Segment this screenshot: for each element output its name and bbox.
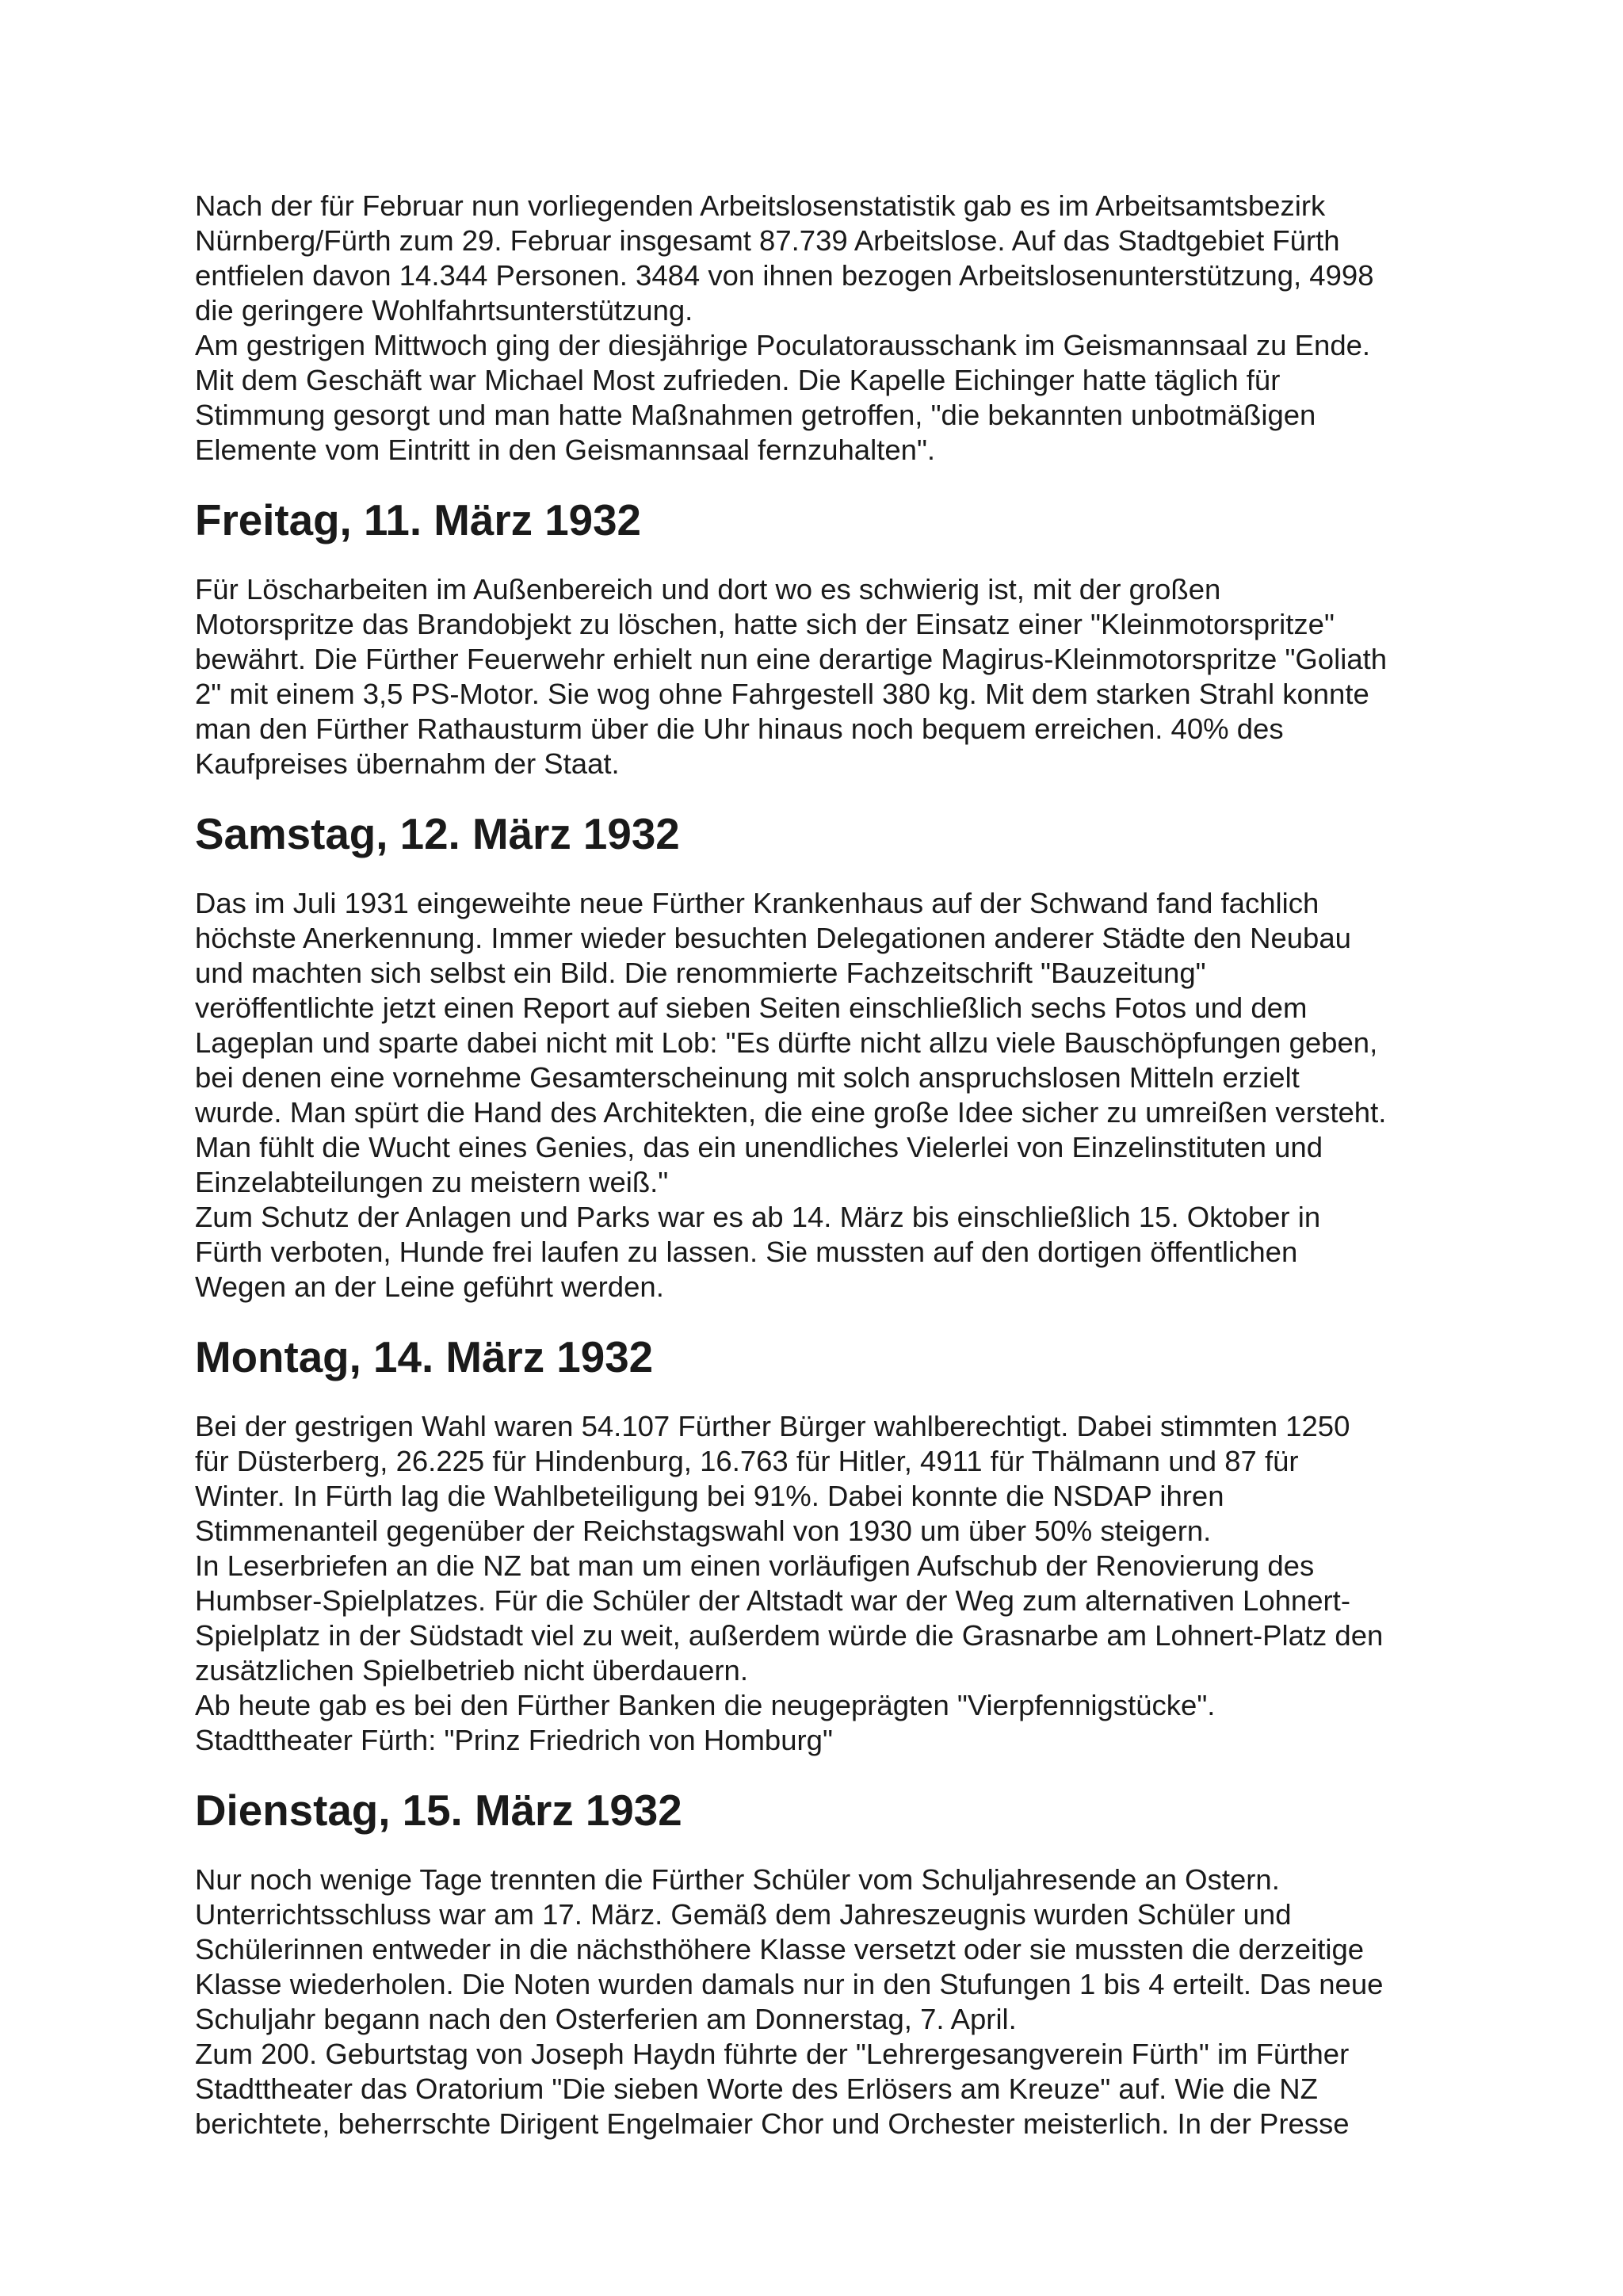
text-line: Schülerinnen entweder in die nächsthöhere Klasse versetzt oder sie mussten die derzeitige — [195, 1933, 1365, 1966]
text-line: Fürth verboten, Hunde frei laufen zu lassen. Sie mussten auf den dortigen öffentlichen — [195, 1236, 1298, 1268]
text-line: wurde. Man spürt die Hand des Architekten, die eine große Idee sicher zu umreißen versteht. — [195, 1096, 1387, 1129]
text-line: 2" mit einem 3,5 PS-Motor. Sie wog ohne Fahrgestell 380 kg. Mit dem starken Strahl konnte — [195, 678, 1369, 710]
text-line: Zum Schutz der Anlagen und Parks war es ab 14. März bis einschließlich 15. Oktober in — [195, 1201, 1321, 1233]
text-line: Für Löscharbeiten im Außenbereich und dort wo es schwierig ist, mit der großen — [195, 573, 1221, 606]
section-paragraph-saturday — [195, 886, 1431, 1305]
text-line: Man fühlt die Wucht eines Genies, das ein unendliches Vielerlei von Einzelinstituten und — [195, 1131, 1323, 1163]
text-line: Lageplan und sparte dabei nicht mit Lob: "Es dürfte nicht allzu viele Bauschöpfungen geben, — [195, 1026, 1378, 1059]
text-line: Stimmung gesorgt und man hatte Maßnahmen getroffen, "die bekannten unbotmäßigen — [195, 399, 1316, 431]
section-heading-tuesday: Dienstag, 15. März 1932 — [195, 1786, 682, 1835]
text-line: Mit dem Geschäft war Michael Most zufrieden. Die Kapelle Eichinger hatte täglich für — [195, 364, 1281, 396]
text-line: die geringere Wohlfahrtsunterstützung. — [195, 294, 693, 327]
section-heading-saturday: Samstag, 12. März 1932 — [195, 809, 680, 858]
text-line: Unterrichtsschluss war am 17. März. Gemäß dem Jahreszeugnis wurden Schüler und — [195, 1898, 1292, 1931]
text-line: Bei der gestrigen Wahl waren 54.107 Fürther Bürger wahlberechtigt. Dabei stimmten 1250 — [195, 1410, 1350, 1442]
text-line: Winter. In Fürth lag die Wahlbeteiligung bei 91%. Dabei konnte die NSDAP ihren — [195, 1480, 1224, 1512]
text-line: Zum 200. Geburtstag von Joseph Haydn führte der "Lehrergesangverein Fürth" im Fürther — [195, 2038, 1350, 2070]
text-line: bewährt. Die Fürther Feuerwehr erhielt nun eine derartige Magirus-Kleinmotorspritze "Goliath — [195, 643, 1388, 675]
text-line: Motorspritze das Brandobjekt zu löschen, hatte sich der Einsatz einer "Kleinmotorspritze" — [195, 608, 1335, 640]
text-line: berichtete, beherrschte Dirigent Engelmaier Chor und Orchester meisterlich. In der Presse — [195, 2107, 1350, 2140]
text-line: Schuljahr begann nach den Osterferien am Donnerstag, 7. April. — [195, 2003, 1017, 2035]
document-page — [195, 189, 1431, 2141]
text-line: Kaufpreises übernahm der Staat. — [195, 747, 620, 780]
section-heading-friday: Freitag, 11. März 1932 — [195, 495, 642, 544]
text-line: Das im Juli 1931 eingeweihte neue Fürther Krankenhaus auf der Schwand fand fachlich — [195, 887, 1319, 919]
intro-paragraph — [195, 189, 1431, 468]
text-line: Stadttheater das Oratorium "Die sieben Worte des Erlösers am Kreuze" auf. Wie die NZ — [195, 2073, 1318, 2105]
text-line: Ab heute gab es bei den Fürther Banken die neugeprägten "Vierpfennigstücke". — [195, 1689, 1216, 1721]
text-line: veröffentlichte jetzt einen Report auf sieben Seiten einschließlich sechs Fotos und dem — [195, 991, 1308, 1024]
text-line: zusätzlichen Spielbetrieb nicht überdauern. — [195, 1654, 748, 1687]
text-line: Am gestrigen Mittwoch ging der diesjährige Poculatorausschank im Geismannsaal zu Ende. — [195, 329, 1371, 361]
text-line: Wegen an der Leine geführt werden. — [195, 1270, 664, 1303]
text-line: Einzelabteilungen zu meistern weiß." — [195, 1166, 669, 1198]
text-line: höchste Anerkennung. Immer wieder besuchten Delegationen anderer Städte den Neubau — [195, 922, 1351, 954]
section-heading-monday: Montag, 14. März 1932 — [195, 1332, 654, 1381]
text-line: und machten sich selbst ein Bild. Die renommierte Fachzeitschrift "Bauzeitung" — [195, 957, 1206, 989]
text-line: Elemente vom Eintritt in den Geismannsaal fernzuhalten". — [195, 434, 936, 466]
text-line: Klasse wiederholen. Die Noten wurden damals nur in den Stufungen 1 bis 4 erteilt. Das neue — [195, 1968, 1384, 2000]
section-paragraph-monday — [195, 1409, 1431, 1758]
text-line: In Leserbriefen an die NZ bat man um einen vorläufigen Aufschub der Renovierung des — [195, 1549, 1315, 1582]
section-paragraph-friday — [195, 572, 1431, 781]
text-line: für Düsterberg, 26.225 für Hindenburg, 16.763 für Hitler, 4911 für Thälmann und 87 für — [195, 1445, 1299, 1477]
text-line: Spielplatz in der Südstadt viel zu weit, außerdem würde die Grasnarbe am Lohnert-Platz den — [195, 1619, 1384, 1652]
text-line: Nur noch wenige Tage trennten die Fürther Schüler vom Schuljahresende an Ostern. — [195, 1863, 1280, 1896]
text-line: Stadttheater Fürth: "Prinz Friedrich von Homburg" — [195, 1724, 833, 1756]
text-line: Nürnberg/Fürth zum 29. Februar insgesamt 87.739 Arbeitslose. Auf das Stadtgebiet Fürth — [195, 224, 1340, 257]
text-line: bei denen eine vornehme Gesamterscheinung mit solch anspruchslosen Mitteln erzielt — [195, 1061, 1300, 1094]
text-line: Nach der für Februar nun vorliegenden Arbeitslosenstatistik gab es im Arbeitsamtsbezirk — [195, 189, 1326, 222]
section-paragraph-tuesday — [195, 1862, 1431, 2141]
text-line: Humbser-Spielplatzes. Für die Schüler der Altstadt war der Weg zum alternativen Lohnert- — [195, 1584, 1350, 1617]
text-line: man den Fürther Rathausturm über die Uhr hinaus noch bequem erreichen. 40% des — [195, 712, 1284, 745]
text-line: Stimmenanteil gegenüber der Reichstagswahl von 1930 um über 50% steigern. — [195, 1515, 1212, 1547]
text-line: entfielen davon 14.344 Personen. 3484 von ihnen bezogen Arbeitslosenunterstützung, 4998 — [195, 259, 1374, 292]
